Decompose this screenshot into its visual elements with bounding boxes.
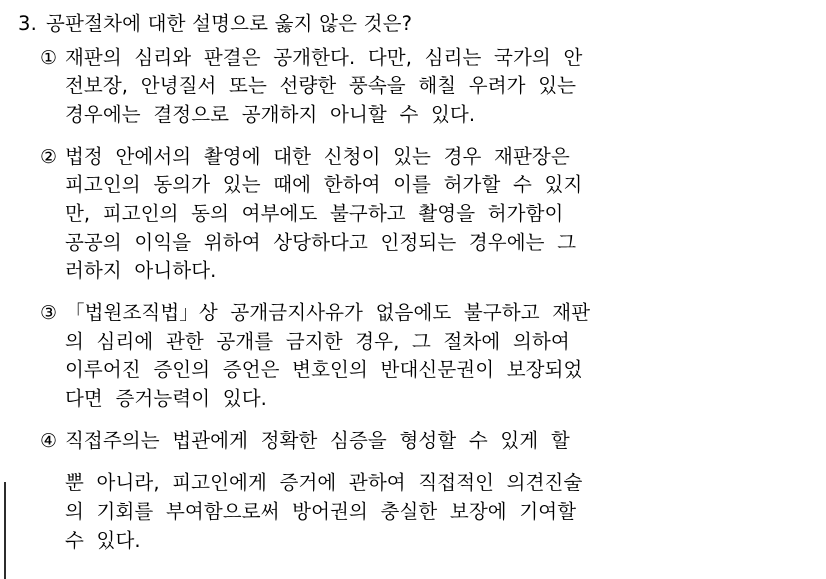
choice-marker-1: ①: [40, 46, 58, 69]
question-number: 3.: [18, 12, 38, 35]
choice-2[interactable]: [40, 143, 816, 286]
choice-marker-3: ③: [40, 301, 58, 324]
question-stem: [18, 10, 816, 38]
choice-marker-4: ④: [40, 429, 58, 452]
choice-line: 러하지 아니하다.: [65, 259, 217, 283]
choice-line: 전보장, 안녕질서 또는 선량한 풍속을 해칠 우려가 있는: [65, 74, 577, 98]
choice-marker-2: ②: [40, 145, 58, 168]
choice-line: 피고인의 동의가 있는 때에 한하여 이를 허가할 수 있지: [65, 173, 583, 197]
choice-line: 만, 피고인의 동의 여부에도 불구하고 촬영을 허가함이: [65, 201, 564, 225]
choice-line: 다면 증거능력이 있다.: [65, 386, 267, 410]
choice-line: 재판의 심리와 판결은 공개한다. 다만, 심리는 국가의 안: [65, 45, 583, 69]
choice-text-4: [65, 427, 816, 556]
choice-line: 수 있다.: [65, 528, 141, 552]
choice-1[interactable]: [40, 44, 816, 130]
choice-line: 법정 안에서의 촬영에 대한 신청이 있는 경우 재판장은: [65, 144, 570, 168]
choice-line: 공공의 이익을 위하여 상당하다고 인정되는 경우에는 그: [65, 230, 577, 254]
choice-3[interactable]: [40, 299, 816, 414]
choice-text-1: [65, 44, 816, 130]
choice-text-3: [65, 299, 816, 414]
choice-line: 「법원조직법」상 공개금지사유가 없음에도 불구하고 재판: [65, 300, 591, 324]
choice-line: 의 심리에 관한 공개를 금지한 경우, 그 절차에 의하여: [65, 329, 570, 353]
question-text: 공판절차에 대한 설명으로 옳지 않은 것은?: [46, 12, 413, 35]
choice-4[interactable]: [40, 427, 816, 556]
choice-line: 경우에는 결정으로 공개하지 아니할 수 있다.: [65, 103, 476, 126]
choice-line: 직접주의는 법관에게 정확한 심증을 형성할 수 있게 할: [65, 428, 570, 452]
choice-line: 뿐 아니라, 피고인에게 증거에 관하여 직접적인 의견진술: [65, 471, 583, 495]
choice-line: 이루어진 증인의 증언은 변호인의 반대신문권이 보장되었: [65, 358, 583, 382]
choice-list: [40, 44, 816, 556]
left-margin-rule: [4, 482, 6, 579]
choice-text-2: [65, 143, 816, 286]
choice-line: 의 기회를 부여함으로써 방어권의 충실한 보장에 기여할: [65, 499, 577, 523]
